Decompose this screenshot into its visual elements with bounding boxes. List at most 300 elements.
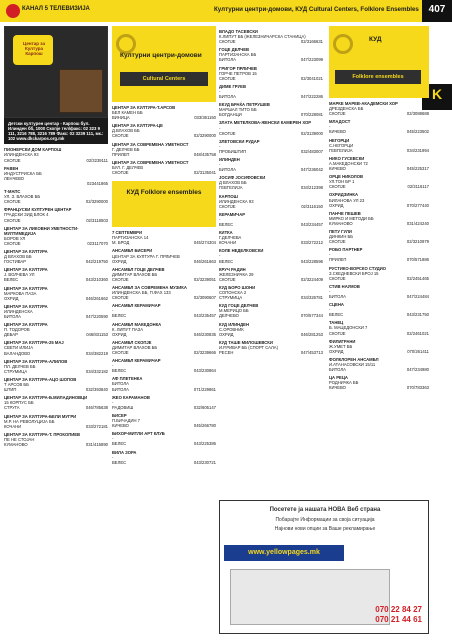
entry-phone[interactable]: 034/326781 [300,295,323,301]
entry-name: КОЛЕ НЕДЕЛКОВСКИ [219,248,264,254]
entry-name: НЕГОРЦИ [329,137,350,143]
entry-address: Г. ДЕЛЧЕВ ББ [112,146,140,152]
entry-address: - [329,124,331,130]
list-item [4,395,108,410]
entry-contact [4,369,108,374]
entry-phone[interactable]: 02/3290000 [193,133,216,139]
entry-address: ДИНКИН ББ [329,234,354,240]
list-item [4,340,108,355]
entry-phone[interactable]: 070/228081 [300,112,323,118]
entry-address: БЕЛ КАМЕН ББ [112,110,143,116]
entry-address: ЦЕНТАР ЗА КУЛТУРА Г. ПРЛИЧЕВ [112,253,180,259]
entry-city: СТРУГА [4,405,20,411]
list-item [329,101,429,116]
entry-contact [4,314,108,319]
entry-phone[interactable]: 045/223502 [406,129,429,135]
entry-city: ПРИЛЕП [329,257,347,263]
entry-phone[interactable]: 047/220590 [85,314,108,319]
entry-phone[interactable]: 047/224484 [406,294,429,299]
list-item [4,249,108,264]
entry-phone[interactable]: 070/577344 [300,313,323,319]
entry-phone[interactable]: 070/783363 [406,385,429,391]
entry-city: БИТОЛА [219,94,236,100]
page-header [0,0,452,22]
entry-address: Ј. ВОЛЧЕВА УЛ [4,272,35,278]
list-item [329,320,429,335]
entry-phone[interactable]: 02/3224409 [300,276,323,282]
list-item [112,395,216,410]
entry-list [112,230,216,465]
center-info-box: Детски културен центар - Карпош бул. Илинден бб, 1000 Скопје тел/факс: 02 323 9 111, 3216 788, 3216 789 Факс: 02 3239 111, мк.: 102 www.dkckarpos.org.mk [4,118,108,144]
list-item [219,322,323,337]
entry-contact [112,115,216,120]
entry-contact [329,367,429,372]
entry-address: К.ЛИПУТ ББ (ЖЕЛЕЗНИЧАРСКА СТАНИЦА) [219,34,306,40]
list-item [329,192,429,207]
entry-name: СЦЕНА [329,302,344,308]
entry-contact [112,170,216,175]
entry-city: СКОПЈЕ [4,199,21,205]
entry-phone[interactable]: 033/272212 [300,240,323,246]
entry-city: РЕСЕН [219,349,234,355]
entry-city: ВЕЛЕС [329,312,344,318]
entry-city: ВЕЛЕС [112,459,127,465]
entry-name: КУД БОРО ШОНИ [219,284,256,290]
entry-phone[interactable]: 045/274304 [193,240,216,246]
list-item [112,358,216,373]
entry-phone[interactable]: 047/222286 [300,94,323,100]
entry-city: КИЧЕВО [329,166,346,172]
entry-contact [219,131,323,136]
entry-city: КОЧАНИ [219,240,237,246]
entry-address: - [112,308,114,314]
entry-city: ОХРИД [4,295,19,301]
list-item [219,230,323,245]
entry-city: КИЧЕВО [329,129,346,135]
entry-address: ЛЕНЧЕВО [4,175,25,181]
entry-contact [4,158,108,163]
entry-phone[interactable]: 043/230864 [193,368,216,374]
list-item [219,47,323,62]
entry-name: КУД ТАШЕ МИЛОШЕВСКИ [219,339,273,345]
entry-phone[interactable]: 02/3088688 [406,111,429,117]
entry-phone[interactable]: 02/3239111 [86,157,108,163]
list-item [219,303,323,318]
list-item [219,340,323,355]
kud-banner-title: КУД Folklore ensembles [126,189,202,197]
list-item [112,285,216,300]
category-ad-title: КУД [369,36,382,43]
entry-name: ЦЕНТАР ЗА КУЛТУРА-АЛИЛОВ [4,358,68,364]
list-item [4,414,108,429]
entry-address: М.МЕРИЦО ББ [219,308,249,314]
list-item [329,339,429,354]
entry-city: СТРУМИЦА [219,295,243,301]
entry-phone[interactable]: 02/3116150 [301,203,323,209]
entry-contact [329,349,429,354]
category-ad-title: Културни центри-домови [120,52,202,59]
entry-city: СКОПЈЕ [329,184,346,190]
entry-contact [219,240,323,245]
entry-name: ЕКУД БРАЌА ПЕТРУШЕВ [219,102,270,108]
entry-phone[interactable]: 031/415890 [85,441,108,447]
entry-address: УЛ. З. ВЛАХОВ ББ [4,194,41,200]
list-item [219,29,323,44]
entry-address: - [329,288,331,294]
entry-contact [329,276,429,281]
list-item [112,340,216,355]
letter-tab-label: K [431,86,443,102]
list-item [112,450,216,465]
list-item [112,123,216,138]
section-title: Културни центри-домови, КУД Cultural Centers, Folklore Ensembles [214,6,419,13]
entry-city: ОХРИД [329,202,344,208]
entry-city: КОЧАНИ [4,423,22,429]
entry-phone[interactable]: 043/231750 [406,312,429,318]
entry-contact [329,203,429,208]
entry-phone[interactable]: 070/261411 [407,348,429,354]
entry-city: ВЕЛЕС [4,277,19,283]
entry-city: ВЕЛЕС [219,222,234,227]
entry-phone[interactable]: 043/210360 [85,277,108,283]
entry-phone[interactable]: 032/483007 [300,148,323,154]
list-item [4,432,108,447]
list-item [112,413,216,428]
list-item [329,229,429,244]
entry-name: ЦА РЕЦА [329,375,348,381]
entry-contact [329,312,429,317]
list-item [329,156,429,171]
entry-name: Т-МАПС [4,189,21,195]
entry-phone[interactable]: 047/234980 [406,367,429,373]
entry-address: - [112,399,114,405]
entry-name: ЦЕНТАР ЗА КУЛТУРА-ЦЕ [112,123,163,129]
entry-phone[interactable]: 042/219750 [85,259,108,265]
entry-name: ФРАНЦУСКИ КУЛТУРЕН ЦЕНТАР [4,207,72,213]
entry-phone[interactable]: 043/234457 [300,222,323,227]
list-item [329,375,429,390]
entry-name: ЦЕНТАР ЗА КУЛТУРА-Б.МИЛАДИНОВЦИ [4,395,88,401]
entry-contact [219,313,323,318]
entry-contact [219,167,323,172]
entry-address: ДИМИТАР ВЛАХОВ ББ [112,271,158,277]
list-item [219,175,323,190]
entry-city: ВЕЛЕС [112,441,127,447]
entry-phone[interactable]: 02/2461021 [406,330,429,336]
entry-contact [4,181,108,186]
entry-address: - [219,216,221,222]
entry-address: ПЕ НЕ СТОЈАН [4,436,35,442]
entry-phone[interactable]: 02/3116117 [407,184,429,190]
cultural-center-photo [4,26,108,118]
entry-address: Д ВЛАХОВ ББ [219,180,247,186]
entry-name: ЗЛЕТОВСКИ РУДАР [219,138,260,144]
entry-city: СКОПЈЕ [219,203,236,209]
entry-name: ЦЕНТАР ЗА КУЛТУРА-25 МАЈ [4,340,64,346]
entry-contact [4,332,108,337]
entry-address: БИЛАНОВА УЛ 23 [329,197,365,203]
entry-name: БИХОР-МИТЛИ АРТ КЛУБ [112,431,165,437]
entry-phone[interactable]: 02/3239666 [193,350,216,355]
entry-name: ВЛАДО ТАСЕВСКИ [219,29,258,34]
entry-address: Ж.УМЕТ ББ [329,343,353,349]
entry-contact [4,241,108,246]
entry-phone[interactable]: 070/571886 [406,257,429,263]
entry-address: Т АРСОВ ББ [4,382,29,388]
entry-city: СКОПЈЕ [4,240,21,246]
entry-city: КИЧЕВО [329,385,346,391]
center-logo-text: Центар за Култура Карпош [23,41,45,56]
entry-contact [219,277,323,282]
entry-city: ГЕВГЕЛИЈА [219,185,243,191]
entry-phone[interactable]: 033/361150 [194,115,216,121]
entry-name: АНСАМБЛ КЕРАМИЧАР [112,358,161,364]
entry-phone[interactable]: 033/272181 [85,423,108,429]
entry-phone[interactable]: 02/3166631 [300,39,323,45]
entry-contact [112,387,216,392]
category-ad-cultural [112,26,216,102]
entry-contact [112,240,216,245]
entry-address: ИЛИНДЕНСКА ББ, П.ФАХ 133 [112,290,171,296]
entry-phone[interactable]: 043/225386 [193,441,216,447]
entry-phone[interactable]: 043/228596 [300,258,323,264]
entry-name: КИТКА [219,230,233,236]
entry-name: ОХРИДЗИНКА [329,192,358,198]
entry-phone[interactable]: 02/2451465 [406,275,429,281]
list-item [219,102,323,117]
entry-address: ИЛИНДЕНСКА 93 [219,198,254,204]
entry-contact [112,152,216,157]
list-item [4,304,108,319]
entry-name: ПЕТУ ГУЛИ [329,228,352,234]
entry-city: КУМАНОВО [329,220,353,226]
entry-contact [112,441,216,446]
column-4 [329,26,429,391]
list-item [4,359,108,374]
entry-city: СКОПЈЕ [219,130,236,136]
entry-name: КУД ГОЦЕ ДЕЛЧЕВ [219,303,259,309]
entry-name: ПИОНЕРСКИ ДОМ КАРПОШ [4,147,62,153]
entry-address: С.ОРОВНИК [219,326,244,332]
entry-name: АНСАМБЛ БИСЕРИ [112,248,153,254]
entry-phone[interactable]: 047/223099 [300,57,323,63]
entry-address: МИРКО И МЕТОДИ ББ [329,215,374,221]
entry-contact [4,199,108,204]
entry-city: КИЧЕВО [112,423,129,429]
entry-address: - [112,363,114,369]
entry-name: МЛАДОСТ [329,119,351,125]
entry-address: МАРШАЛ ТИТО ББ [219,107,257,113]
entry-address: Д ВЛАХОВ ББ [4,254,32,260]
entry-contact [219,222,323,227]
entry-phone[interactable]: 034/332182 [85,368,108,374]
entry-name: КУД ИЛИНДЕН [219,321,249,327]
entry-address: УЛ.ТОН БР 1 [329,179,355,185]
list-item [329,302,429,317]
entry-name: ФИЛИГРАНИ [329,338,356,344]
entry-phone[interactable]: 023117070 [87,240,108,246]
entry-address: И.Р.РИВАР ББ (СПОРТ САЛА) [219,344,278,350]
entry-name: ЦЕНТАР ЗА СОВРЕМЕНА УМЕТНОСТ [112,159,189,165]
entry-address: ПЛ. ДЕЛЧЕВ ББ [4,363,36,369]
entry-name: АНСАМБЛ ЗА СОВРЕМЕНА МУЗИКА [112,284,187,290]
ad-phone-2: 070 21 44 61 [375,615,422,624]
entry-phone[interactable]: 047/236042 [300,167,323,173]
bookcase-image [59,69,103,113]
entry-address: - [219,253,221,259]
entry-phone[interactable]: 02/3210979 [406,239,429,245]
entry-phone[interactable]: 048/435758 [193,151,216,157]
entry-contact [112,277,216,282]
list-item [112,267,216,282]
entry-city: СКОПЈЕ [112,295,129,301]
entry-list [112,105,216,175]
entry-contact [329,221,429,226]
entry-city: ДЕЛЧЕВО [219,313,239,319]
list-item [329,357,429,372]
entry-list [329,101,429,391]
list-item [4,147,108,162]
entry-phone[interactable]: 02/3239051 [193,276,216,282]
entry-address: ИЛИНДЕНСКА [4,308,33,314]
entry-phone[interactable]: 046/785638 [85,405,108,411]
entry-name: КРУЧ РАДИН [219,266,246,272]
entry-contact [112,368,216,373]
entry-phone[interactable]: 046/831153 [86,332,108,338]
entry-phone[interactable]: 045/225317 [406,166,429,172]
entry-address: М.Р. НА РЕВОЛУЦИЈА ББ [4,418,55,424]
entry-city: М. БРОД [112,240,130,246]
entry-contact [329,331,429,336]
entry-phone[interactable]: 046/230835 [193,331,216,337]
entry-city: ПРИЛЕП [112,151,130,157]
entry-phone[interactable]: 023441865 [87,180,108,186]
entry-address: - [112,454,114,460]
entry-address: - [219,143,221,149]
entry-city: СКОПЈЕ [219,75,236,81]
entry-address: П.БИЧАДИН 7 [112,418,141,424]
entry-phone[interactable]: 046/261663 [193,258,216,264]
entry-address: Д.ВЛАХОВ ББ [112,128,140,134]
entry-city: ГОСТИВАР [4,259,26,265]
list-item [4,377,108,392]
entry-name: ГРИГОР ПРЛИЧЕВ [219,65,257,71]
entry-phone[interactable]: 046/281253 [300,331,323,337]
entry-contact [112,460,216,465]
website-screenshots-image [230,569,390,625]
entry-phone[interactable]: 032/605147 [193,404,216,410]
ad-url[interactable]: www.yellowpages.mk [224,545,344,561]
entry-contact [219,295,323,300]
entry-address: СОПОНСКА 2 [219,290,247,296]
entry-address: ГРАДСКИ ЗИД БЛОК 4 [4,212,49,218]
list-item [329,138,429,153]
entry-list [219,29,323,355]
list-item [219,139,323,154]
entry-phone[interactable]: 032/393840 [85,387,108,393]
category-ad-subtitle: Folklore ensembles [352,74,404,80]
entry-address: - [219,88,221,94]
entry-name: ПАНЧЕ ПЕШЕВ [329,210,361,216]
kanal5-logo-icon [6,4,20,18]
entry-phone[interactable]: 02/3290000 [85,199,108,205]
entry-name: ЦЕНТАР ЗА ЛИКОВНИ УМЕТНОСТИ-МУЛТИМЕДИЈА [4,225,79,236]
entry-address: - [112,436,114,442]
entry-phone[interactable]: 02/3118503 [86,217,108,223]
entry-phone[interactable]: 031/424240 [406,220,429,226]
entry-city: СКОПЈЕ [112,276,129,282]
entry-contact [219,332,323,337]
entry-name: КЕРАМИЧАР [219,211,246,217]
entry-phone[interactable]: 045/266780 [193,423,216,429]
entry-phone[interactable]: 043/230721 [193,459,216,465]
entry-phone[interactable]: 070/277440 [406,202,429,208]
entry-city: БИТОЛА [329,367,346,373]
ad-headline: Посетете ја нашата НОВА Веб страна [269,507,381,513]
entry-contact [112,295,216,300]
list-item [112,105,216,120]
list-item [112,160,216,175]
entry-address: ГОРЧЕ ПЕТРОВ 15 [219,70,257,76]
column-2 [112,26,216,465]
entry-address: ИЛИНДЕНСКА 93 [4,152,39,158]
entry-contact [112,405,216,410]
entry-contact [219,57,323,62]
entry-phone[interactable]: 071/229861 [193,386,216,392]
entry-address: БОРОВ УЛ [4,235,26,241]
entry-phone[interactable]: 034/231994 [406,147,429,153]
entry-address: П. ТОДОРОВ [4,327,30,333]
entry-name: АНСАМБЛ ГОЦЕ ДЕЛЧЕВ [112,266,165,272]
entry-contact [4,351,108,356]
column-3 [219,26,323,355]
entry-phone[interactable]: 02/3090607 [193,295,216,301]
entry-city: ВИНИЦА [112,115,130,121]
list-item [112,248,216,263]
entry-contact [112,350,216,355]
entry-address: МАРКОВА ПАЗА [4,290,37,296]
channel-name: КАНАЛ 5 ТЕЛЕВИЗИЈА [22,6,90,12]
entry-phone[interactable]: 047/453713 [300,349,323,355]
entry-phone[interactable]: 043/235457 [193,313,216,319]
entry-phone[interactable]: 034/212398 [300,185,323,191]
list-item [4,226,108,246]
list-item [219,285,323,300]
entry-phone[interactable]: 034/382219 [85,350,108,356]
entry-address: ПАРТИЗАНСКА 14 [112,235,149,241]
yellowpages-ad[interactable] [219,500,429,634]
list-item [4,166,108,186]
entry-contact [329,257,429,262]
ad-line-2: Побарајте Информации за своја ситуација [275,517,375,523]
entry-contact [219,350,323,355]
column-1 [4,26,108,447]
entry-phone[interactable]: 02/3135041 [193,170,216,176]
entry-city: СКОПЈЕ [219,39,236,45]
entry-city: СКОПЈЕ [112,350,129,355]
entry-phone[interactable]: 02/3041021 [300,75,323,81]
entry-phone[interactable]: 02/3139000 [300,130,323,136]
entry-contact [329,148,429,153]
list-item [4,207,108,222]
entry-contact [4,424,108,429]
entry-city: РАДОВИШ [112,404,134,410]
list-item [4,286,108,301]
entry-name: РОБО ПАРТНЕР [329,247,363,253]
entry-phone[interactable]: 046/261662 [85,295,108,301]
entry-contact [4,296,108,301]
category-banner-kud [112,181,216,227]
